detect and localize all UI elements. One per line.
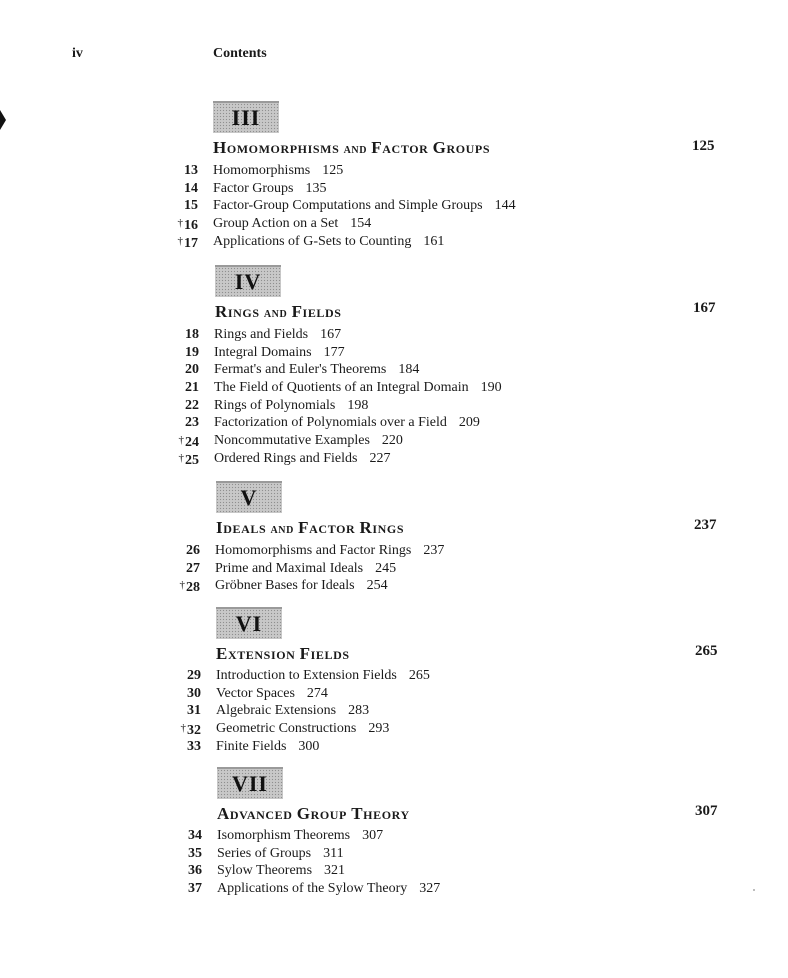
chapter-title: Homomorphisms and Factor Rings: [215, 543, 412, 558]
chapter-entry: [177, 233, 516, 251]
chapter-page-number: 161: [423, 233, 445, 249]
chapter-page-number: 307: [362, 828, 384, 843]
chapter-list: [179, 542, 445, 596]
chapter-page-number: 135: [305, 180, 327, 196]
chapter-title: Fermat's and Euler's Theorems: [214, 362, 387, 378]
part-title-word: Fields: [291, 302, 342, 321]
chapter-entry: [185, 414, 502, 432]
part-page-number: 125: [692, 138, 715, 154]
chapter-entry: [188, 845, 440, 863]
part-title-word: Homomorphisms: [213, 138, 340, 157]
part-title-word: Groups: [432, 138, 491, 157]
chapter-page-number: 237: [423, 543, 445, 558]
part-title-word: Group: [296, 804, 347, 823]
part-page-number: 307: [695, 803, 718, 819]
part-title-word: Ideals: [216, 518, 267, 537]
chapter-number: [185, 379, 199, 397]
chapter-title: Rings of Polynomials: [214, 397, 336, 413]
dagger-icon: †: [177, 234, 183, 247]
part-title: [213, 138, 490, 158]
chapter-page-number: 245: [375, 560, 397, 576]
page-title: Contents: [213, 46, 267, 61]
part-badge: VII: [217, 767, 283, 799]
chapter-page-number: 321: [324, 863, 346, 879]
chapter-list: [180, 667, 430, 755]
chapter-page-number: 154: [350, 216, 372, 232]
part-title: [216, 644, 350, 664]
part-page-number: 265: [695, 643, 718, 659]
part-badge: VI: [216, 607, 282, 639]
chapter-entry: [185, 344, 502, 362]
part-badge: V: [216, 481, 282, 513]
chapter-number-value: 28: [186, 580, 200, 596]
chapter-title: Algebraic Extensions: [216, 703, 337, 719]
chapter-number-value: 19: [185, 344, 199, 360]
part-title-word: Rings: [359, 518, 405, 537]
chapter-entry: [184, 162, 516, 180]
chapter-number: [184, 180, 198, 198]
part-title: [215, 302, 342, 322]
chapter-number-value: 31: [187, 703, 201, 719]
chapter-number: [180, 577, 201, 597]
chapter-entry: [187, 685, 430, 703]
chapter-entry: [188, 862, 440, 880]
chapter-title: Homomorphisms: [213, 163, 311, 178]
dagger-icon: †: [177, 217, 183, 230]
chapter-page-number: 274: [306, 685, 328, 701]
chapter-title: Finite Fields: [216, 738, 287, 754]
chapter-entry: [179, 577, 444, 596]
chapter-number: [185, 361, 199, 379]
chapter-page-number: 198: [347, 397, 369, 413]
chapter-number-value: 14: [184, 180, 198, 196]
chapter-entry: [188, 827, 440, 845]
chapter-number-value: 13: [184, 163, 198, 178]
chapter-title: Noncommutative Examples: [214, 433, 370, 449]
page-number: iv: [72, 46, 83, 61]
chapter-page-number: 254: [366, 578, 388, 594]
chapter-entry: [186, 542, 445, 560]
chapter-title: Isomorphism Theorems: [217, 828, 351, 843]
part-title: [217, 804, 410, 824]
chapter-entry: [185, 397, 502, 415]
chapter-number-value: 15: [184, 198, 198, 214]
chapter-title: The Field of Quotients of an Integral Domain: [214, 380, 469, 396]
chapter-entry: [187, 702, 430, 720]
chapter-number-value: 25: [185, 452, 199, 468]
dagger-icon: †: [179, 579, 185, 592]
chapter-page-number: 167: [320, 327, 342, 342]
part-title-word: Extension: [216, 644, 296, 663]
part-title-word: Theory: [351, 804, 410, 823]
chapter-list: [188, 827, 441, 898]
chapter-entry: [185, 361, 502, 379]
chapter-title: Series of Groups: [217, 845, 312, 861]
chapter-page-number: 184: [398, 362, 420, 378]
chapter-number-value: 34: [188, 828, 202, 843]
chapter-number-value: 30: [187, 685, 201, 701]
chapter-number-value: 35: [188, 845, 202, 861]
chapter-title: Factor-Group Computations and Simple Groups: [213, 198, 483, 214]
chapter-number-value: 18: [185, 327, 199, 342]
chapter-title: Integral Domains: [214, 344, 312, 360]
chapter-title: Rings and Fields: [214, 327, 309, 342]
dagger-icon: †: [178, 434, 184, 447]
part-title-word: Advanced: [217, 804, 293, 823]
chapter-entry: [184, 197, 516, 215]
chapter-number: [179, 450, 200, 470]
chapter-entry: [187, 738, 430, 756]
part-title: [216, 518, 404, 538]
chapter-entry: [186, 560, 444, 578]
chapter-entry: [185, 379, 502, 397]
chapter-number-value: 27: [186, 560, 200, 576]
chapter-number-value: 22: [185, 397, 199, 413]
chapter-number-value: 33: [187, 738, 201, 754]
dagger-icon: †: [178, 451, 184, 464]
chapter-page-number: 293: [368, 721, 390, 737]
chapter-number-value: 37: [188, 881, 202, 897]
chapter-number: [186, 542, 200, 560]
chapter-title: Sylow Theorems: [217, 863, 313, 879]
chapter-number: [185, 414, 199, 432]
chapter-title: Prime and Maximal Ideals: [215, 560, 364, 576]
dagger-icon: †: [180, 722, 186, 735]
part-badge: III: [213, 101, 279, 133]
chapter-number: [187, 667, 201, 685]
chapter-number-value: 29: [187, 668, 201, 683]
chapter-entry: [180, 720, 430, 739]
chapter-page-number: 190: [480, 380, 502, 396]
part-title-word: Fields: [299, 644, 350, 663]
chapter-entry: [178, 450, 502, 468]
chapter-number-value: 23: [185, 415, 199, 431]
chapter-number: [184, 162, 198, 180]
chapter-number: [185, 326, 199, 344]
chapter-page-number: 300: [298, 738, 320, 754]
chapter-entry: [178, 432, 502, 451]
chapter-page-number: 209: [458, 415, 480, 431]
chapter-title: Ordered Rings and Fields: [214, 450, 358, 466]
part-page-number: 167: [693, 300, 716, 316]
chapter-entry: [184, 180, 516, 198]
chapter-number: [188, 862, 202, 880]
chapter-title: Vector Spaces: [216, 685, 295, 701]
chapter-title: Group Action on a Set: [213, 216, 339, 232]
chapter-number-value: 24: [185, 435, 199, 451]
chapter-page-number: 327: [419, 881, 441, 897]
chapter-page-number: 125: [322, 163, 344, 178]
chapter-number-value: 16: [184, 218, 198, 234]
chapter-page-number: 177: [323, 344, 345, 360]
chapter-list: [178, 326, 502, 468]
stray-mark: [753, 889, 755, 891]
chapter-number: [188, 880, 202, 898]
chapter-page-number: 265: [408, 668, 430, 683]
chapter-page-number: 220: [381, 433, 403, 449]
part-title-word: Factor: [371, 138, 429, 157]
chapter-number-value: 21: [185, 380, 199, 396]
chapter-number: [185, 397, 199, 415]
chapter-title: Applications of the Sylow Theory: [217, 881, 408, 897]
chapter-number-value: 32: [187, 723, 201, 739]
chapter-number: [184, 197, 198, 215]
part-title-word: Rings: [215, 302, 260, 321]
part-title-word: and: [270, 521, 294, 537]
chapter-number: [188, 827, 202, 845]
chapter-number: [188, 845, 202, 863]
part-badge: IV: [215, 265, 281, 297]
chapter-page-number: 227: [369, 450, 391, 466]
chapter-number: [186, 560, 200, 578]
chapter-title: Factorization of Polynomials over a Field: [214, 415, 447, 431]
chapter-number-value: 20: [185, 362, 199, 378]
chapter-list: [177, 162, 516, 251]
chapter-title: Introduction to Extension Fields: [216, 668, 397, 683]
chapter-page-number: 311: [323, 845, 344, 861]
part-title-word: Factor: [298, 518, 356, 537]
chapter-number: [185, 344, 199, 362]
chapter-entry: [188, 880, 441, 898]
chapter-page-number: 144: [494, 198, 516, 214]
chapter-number: [178, 233, 199, 253]
chapter-number: [187, 702, 201, 720]
chapter-title: Factor Groups: [213, 180, 294, 196]
chapter-title: Applications of G-Sets to Counting: [213, 233, 412, 249]
chapter-number-value: 17: [184, 235, 198, 251]
part-title-word: and: [343, 141, 368, 157]
part-page-number: 237: [694, 517, 717, 533]
chapter-entry: [177, 215, 516, 234]
chapter-number-value: 36: [188, 863, 202, 879]
chapter-entry: [187, 667, 430, 685]
chapter-page-number: 283: [348, 703, 370, 719]
chapter-title: Gröbner Bases for Ideals: [215, 578, 355, 594]
margin-mark-icon: [0, 110, 6, 130]
chapter-number: [187, 685, 201, 703]
part-title-word: and: [263, 305, 288, 321]
chapter-number-value: 26: [186, 543, 200, 558]
chapter-number: [187, 738, 201, 756]
chapter-entry: [185, 326, 502, 344]
chapter-title: Geometric Constructions: [216, 721, 357, 737]
